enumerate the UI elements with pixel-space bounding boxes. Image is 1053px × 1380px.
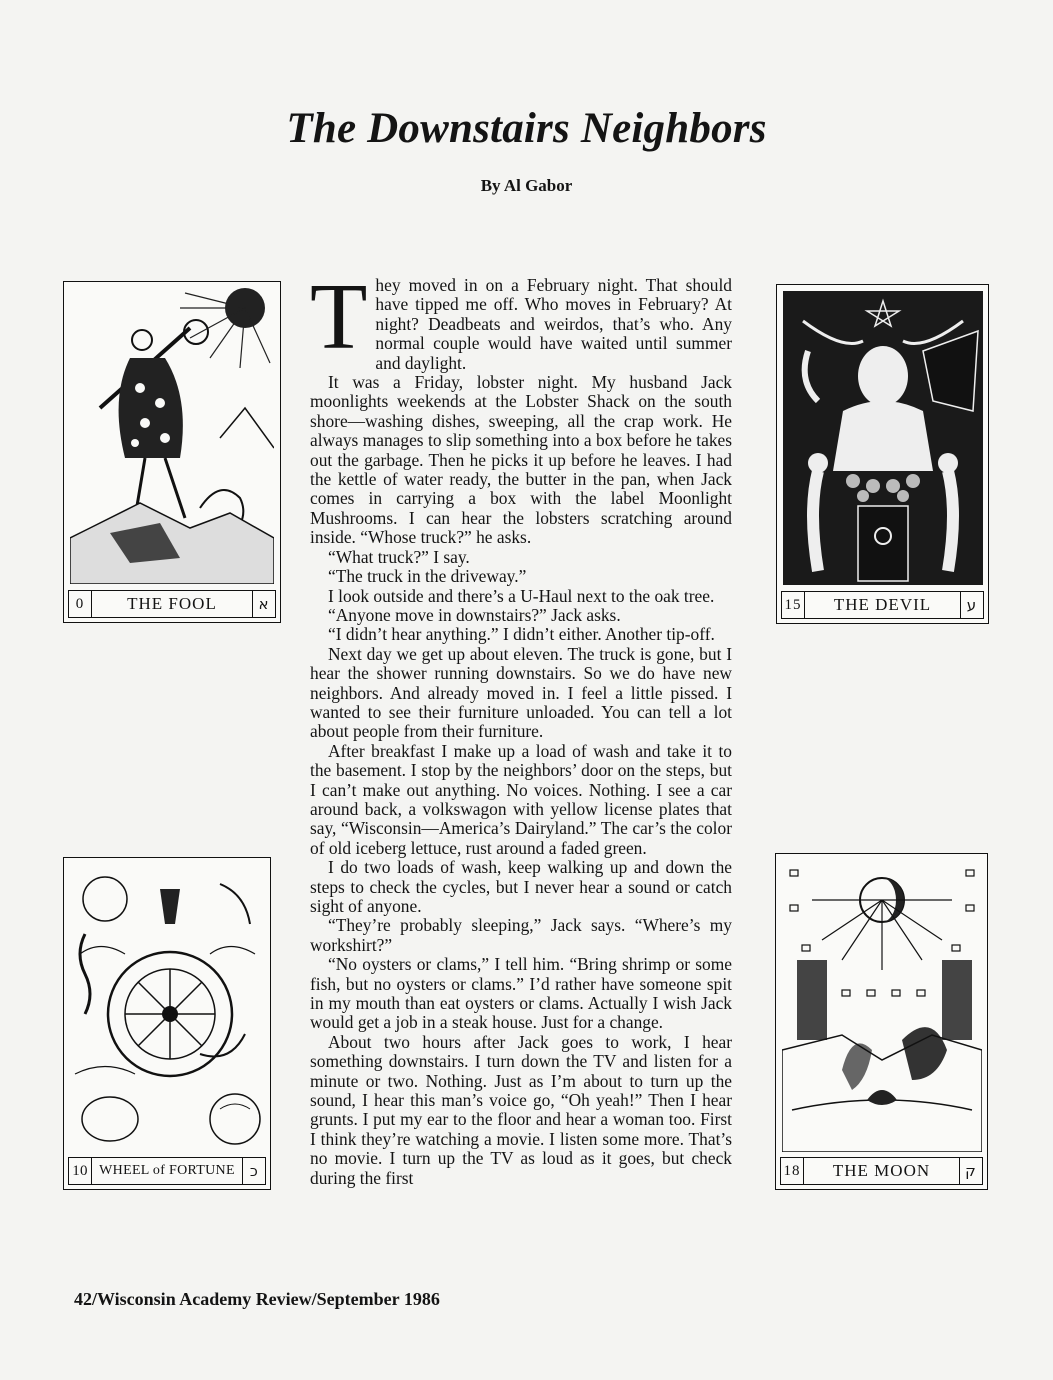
- card-hebrew-letter: ע: [960, 592, 983, 618]
- card-number: 10: [69, 1158, 92, 1184]
- moon-card-label: [780, 1157, 983, 1185]
- devil-illustration-icon: [783, 291, 983, 585]
- story-paragraph: I do two loads of wash, keep walking up and down the steps to check the cycles, but I never hear a sound or catch sight of anyone.: [310, 857, 732, 916]
- story-paragraph: “Anyone move in downstairs?” Jack asks.: [328, 604, 621, 625]
- story-paragraph: “No oysters or clams,” I tell him. “Bring shrimp or some fish, but no oysters or clams.” I’d rather have someone spit in my mouth than eat oysters or clams. Actually I wish Jack would get a job in a steak house. Just for a change.: [310, 954, 732, 1033]
- story-text: hey moved in on a February night. That should have tipped me off. Who moves in February? At night? Deadbeats and weirdos, that’s who. Any normal couple would have waited until summer and daylight.: [375, 275, 732, 373]
- story-paragraph: About two hours after Jack goes to work, I hear something downstairs. I turn down the TV and listen for a minute or two. Nothing. Just as I’m about to turn up the sound, I hear this man’s voice go, “Oh yeah!” Then I hear grunts. I put my ear to the floor and hear a woman too. First I think they’re watching a movie. I listen some more. That’s no movie. I turn up the TV as loud as it goes, but check during the first: [310, 1031, 732, 1188]
- tarot-card-devil: [776, 284, 989, 624]
- story-paragraph: Next day we get up about eleven. The truck is gone, but I hear the shower running downstairs. So we do have new neighbors. And already moved in. I feel a little pissed. I wanted to see their furniture unloaded. You can tell a lot about people from their furniture.: [310, 643, 732, 742]
- story-paragraph: After breakfast I make up a load of wash and take it to the basement. I stop by the neighbors’ door on the steps, but I can’t make out anything. No voices. Nothing. I see a car around back, a volkswagon with yellow license plates that say, “Wisconsin—America’s Dairyland.” The car’s the color of old iceberg lettuce, rust around a faded green.: [310, 740, 732, 858]
- card-hebrew-letter: א: [252, 591, 275, 617]
- card-name: WHEEL of FORTUNE: [99, 1163, 235, 1178]
- card-hebrew-letter: ק: [959, 1158, 982, 1184]
- card-number: 15: [782, 592, 805, 618]
- drop-cap: T: [310, 265, 368, 369]
- article-title: The Downstairs Neighbors: [286, 105, 767, 152]
- tarot-card-wheel-of-fortune: [63, 857, 271, 1190]
- story-paragraph: “I didn’t hear anything.” I didn’t either. Another tip-off.: [328, 624, 715, 645]
- devil-card-label: [781, 591, 984, 619]
- card-name: THE FOOL: [127, 594, 217, 613]
- story-paragraph: [310, 265, 732, 373]
- fool-card-label: [68, 590, 276, 618]
- card-name: THE DEVIL: [833, 595, 932, 614]
- byline: By Al Gabor: [480, 176, 573, 195]
- story-paragraph: “They’re probably sleeping,” Jack says. “Where’s my workshirt?”: [310, 915, 732, 955]
- wheel-card-label: [68, 1157, 266, 1185]
- story-body: [310, 265, 732, 1188]
- moon-illustration-icon: [782, 860, 982, 1152]
- page-footer: 42/Wisconsin Academy Review/September 1986: [74, 1289, 440, 1309]
- tarot-card-moon: [775, 853, 988, 1190]
- card-number: 18: [781, 1158, 804, 1184]
- fool-illustration-icon: [70, 288, 274, 584]
- wheel-illustration-icon: [70, 864, 264, 1154]
- story-paragraph: It was a Friday, lobster night. My husband Jack moonlights weekends at the Lobster Shack on the south shore—washing dishes, sweeping, all the crap work. He always manages to slip something into a box before he takes out the garbage. Then he picks it up before he leaves. I had the kettle of water ready, the butter in the pan, when Jack comes in carrying a box with the label Moonlight Mushrooms. I can hear the lobsters scratching around inside. “Whose truck?” he asks.: [310, 372, 732, 548]
- card-number: 0: [69, 591, 92, 617]
- tarot-card-fool: [63, 281, 281, 623]
- story-paragraph: I look outside and there’s a U-Haul next to the oak tree.: [328, 585, 715, 606]
- story-paragraph: “What truck?” I say.: [328, 546, 470, 567]
- card-name: THE MOON: [832, 1161, 931, 1180]
- story-paragraph: “The truck in the driveway.”: [328, 566, 527, 587]
- card-hebrew-letter: כ: [242, 1158, 265, 1184]
